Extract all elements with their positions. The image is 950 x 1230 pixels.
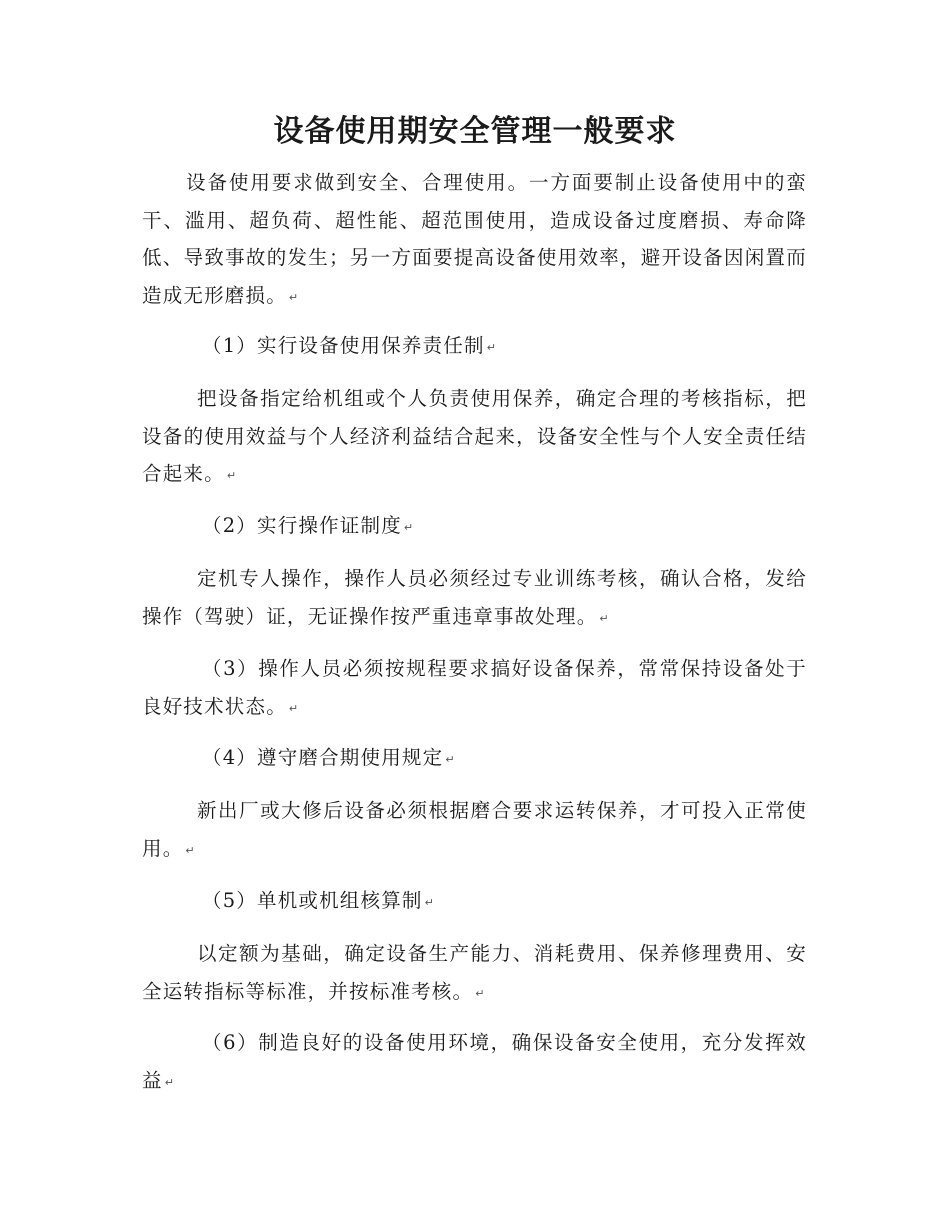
paragraph-text: （4）遵守磨合期使用规定 — [202, 746, 444, 769]
paragraph-mark-icon: ↵ — [288, 290, 299, 304]
section-body-2 — [142, 560, 807, 637]
paragraph-text: 以定额为基础，确定设备生产能力、消耗费用、保养修理费用、安全运转指标等标准，并按标准考核。 — [142, 942, 807, 1003]
paragraph-text: 设备使用要求做到安全、合理使用。一方面要制止设备使用中的蛮干、滥用、超负荷、超性能、超范围使用，造成设备过度磨损、寿命降低、导致事故的发生；另一方面要提高设备使用效率，避开设备因闲置而造成无形磨损。 — [142, 171, 807, 307]
paragraph-text: （5）单机或机组核算制 — [202, 889, 423, 912]
paragraph-text: （2）实行操作证制度 — [202, 514, 402, 537]
paragraph-mark-icon: ↵ — [164, 1075, 174, 1089]
intro-paragraph — [142, 164, 807, 316]
section-body-4 — [142, 792, 807, 869]
paragraph-mark-icon: ↵ — [288, 701, 299, 715]
section-heading-4 — [142, 739, 807, 779]
section-heading-6 — [142, 1024, 807, 1101]
paragraph-mark-icon: ↵ — [185, 843, 195, 857]
section-body-5 — [142, 935, 807, 1012]
paragraph-mark-icon: ↵ — [475, 986, 485, 1000]
paragraph-text: （6）制造良好的设备使用环境，确保设备安全使用，充分发挥效益 — [142, 1031, 807, 1092]
section-body-1 — [142, 380, 807, 495]
paragraph-text: 把设备指定给机组或个人负责使用保养，确定合理的考核指标，把设备的使用效益与个人经济利益结合起来，设备安全性与个人安全责任结合起来。 — [142, 387, 807, 485]
section-heading-2 — [142, 507, 807, 547]
paragraph-mark-icon: ↵ — [445, 753, 455, 766]
paragraph-text: 定机专人操作，操作人员必须经过专业训练考核，确认合格，发给操作（驾驶）证，无证操作按严重违章事故处理。 — [142, 567, 807, 628]
paragraph-text: （1）实行设备使用保养责任制 — [202, 334, 485, 357]
paragraph-mark-icon: ↵ — [424, 896, 434, 909]
section-heading-3 — [142, 650, 807, 727]
paragraph-text: 新出厂或大修后设备必须根据磨合要求运转保养，才可投入正常使用。 — [142, 799, 807, 860]
section-heading-1 — [142, 327, 807, 367]
document-title: 设备使用期安全管理一般要求 — [273, 114, 677, 149]
paragraph-mark-icon: ↵ — [486, 341, 496, 354]
section-heading-5 — [142, 882, 807, 922]
paragraph-mark-icon: ↵ — [403, 521, 414, 534]
paragraph-mark-icon: ↵ — [226, 469, 237, 482]
paragraph-text: （3）操作人员必须按规程要求搞好设备保养，常常保持设备处于良好技术状态。 — [142, 657, 807, 718]
paragraph-mark-icon: ↵ — [599, 611, 609, 625]
